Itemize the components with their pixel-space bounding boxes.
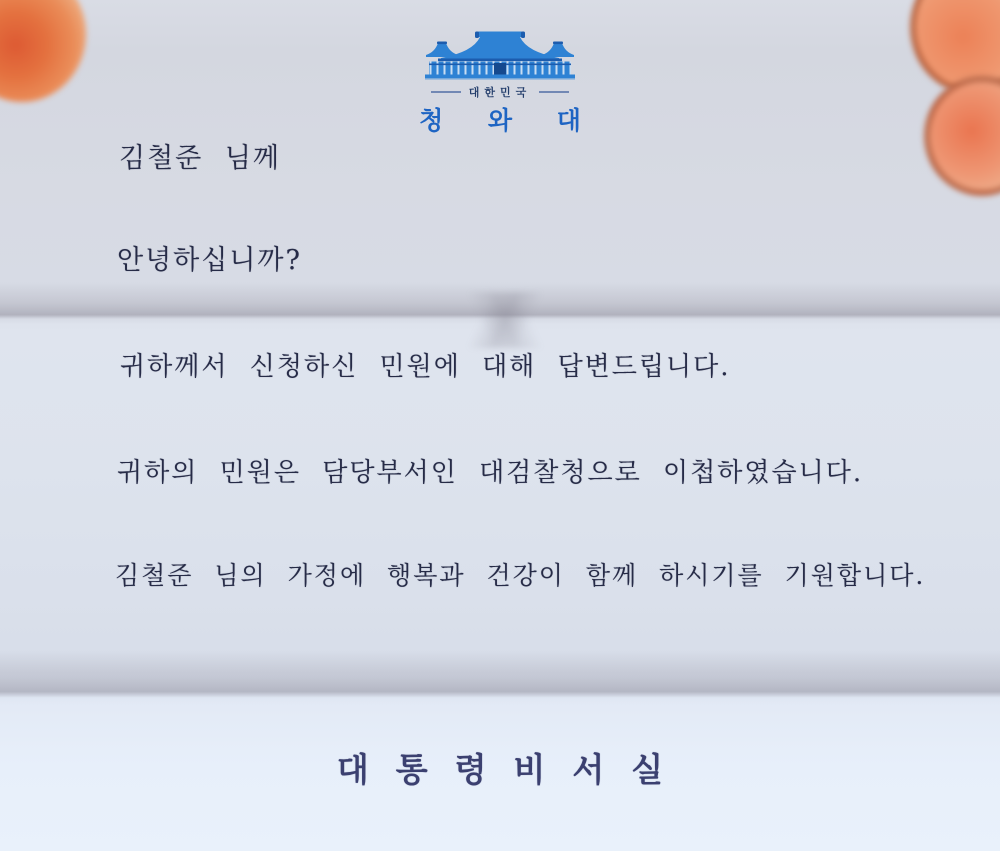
paper-center-crease [390, 292, 620, 348]
paper-fold-crease-top [0, 282, 1000, 324]
org-name: 청 와 대 [419, 106, 599, 135]
blue-house-emblem-icon [425, 30, 575, 82]
paper-fold-crease-bottom [0, 650, 1000, 702]
body-line: 김철준 님의 가정에 행복과 건강이 함께 하시기를 기원합니다. [115, 561, 926, 590]
greeting-line: 안녕하십니까? [117, 245, 302, 276]
letterhead-divider-right [539, 91, 569, 93]
signature-line: 대통령비서실 [336, 750, 691, 789]
body-line: 귀하께서 신청하신 민원에 대해 답변드립니다. [120, 352, 731, 382]
body-line: 귀하의 민원은 담당부서인 대검찰청으로 이첩하였습니다. [117, 458, 864, 488]
country-label-row [431, 84, 570, 100]
recipient-line: 김철준 님께 [119, 143, 281, 174]
letterhead-divider-left [431, 91, 461, 93]
letterhead [0, 30, 1000, 137]
country-label: 대한민국 [468, 86, 532, 99]
